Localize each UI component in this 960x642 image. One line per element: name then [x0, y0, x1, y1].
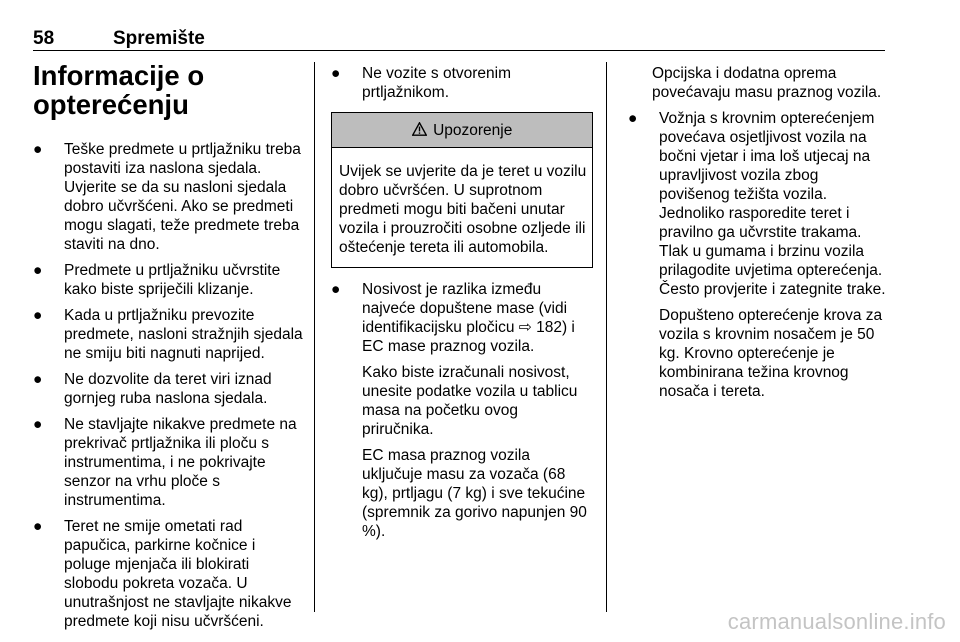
bullet-icon: ● — [33, 518, 43, 535]
section-heading-line1: Informacije o — [33, 60, 205, 91]
list-item — [331, 64, 593, 102]
roof-load-paragraph: Dopušteno opterećenje krova za vozila s krovnim nosačem je 50 kg. Krovno opterećenje je kombinirana težina krovnog nosača i tereta. — [659, 307, 883, 400]
list-item — [33, 140, 305, 254]
payload-paragraph-1: Kako biste izračunali nosivost, unesite podatke vozila u tablicu masa na početku ovog priručnika. — [362, 364, 578, 438]
bullet-icon: ● — [33, 371, 43, 388]
section-heading — [33, 62, 305, 119]
column-1 — [33, 62, 305, 638]
page-reference-arrow-icon: ⇨ — [518, 319, 532, 336]
payload-paragraph-2: EC masa praznog vozila uključuje masu za vozača (68 kg), prtljagu (7 kg) i sve tekućine (spremnik za gorivo napunjen 90 %). — [362, 447, 587, 540]
list-item — [33, 415, 305, 510]
bullet-icon: ● — [33, 262, 43, 279]
intro-paragraph: Opcijska i dodatna oprema povećavaju masu praznog vozila. — [652, 65, 882, 101]
bullet-icon: ● — [331, 281, 341, 298]
bullet-icon: ● — [33, 141, 43, 158]
chapter-title: Spremište — [113, 28, 205, 49]
page-header — [33, 28, 885, 51]
list-item-text: Vožnja s krovnim opterećenjem povećava osjetljivost vozila na bočni vjetar i ima loš utjecaj na upravljivost vozila zbog povišenog težišta vozila. Jednoliko rasporedite teret i pravilno ga učvrstite trakama. Tlak u gumama i brzinu vozila prilagodite uvjetima opterećenja. Često provjerite i zategnite trake. — [659, 110, 886, 298]
list-item — [33, 306, 305, 363]
payload-text-after: 182) i EC mase praznog vozila. — [362, 319, 575, 355]
page-number: 58 — [33, 28, 55, 49]
column-2 — [331, 64, 593, 548]
list-item-text: Ne stavljajte nikakve predmete na prekrivač prtljažnika ili ploču s instrumentima, i ne pokrivajte senzor na vrhu ploče s instrumentima. — [64, 416, 297, 509]
list-item-text: Kada u prtljažniku prevozite predmete, nasloni stražnjih sjedala ne smiju biti nagnuti naprijed. — [64, 307, 303, 362]
payload-text-before: Nosivost je razlika između najveće dopuštene mase (vidi identifikacijsku pločicu — [362, 281, 568, 336]
column-3 — [628, 64, 890, 408]
list-item — [33, 517, 305, 631]
bullet-icon: ● — [33, 416, 43, 433]
list-item-text: Teške predmete u prtljažniku treba postaviti iza naslona sjedala. Uvjerite se da su nasloni sjedala dobro učvršćeni. Ako se predmeti mogu slagati, teže predmete treba staviti na dno. — [64, 141, 301, 253]
bullet-icon: ● — [33, 307, 43, 324]
list-item — [33, 261, 305, 299]
column-divider-2 — [606, 62, 607, 612]
warning-box — [331, 112, 593, 268]
list-item — [33, 370, 305, 408]
warning-text: Uvijek se uvjerite da je teret u vozilu dobro učvršćen. U suprotnom predmeti mogu biti bačeni unutar vozila i prouzročiti osobne ozljede ili oštećenje tereta ili automobila. — [339, 163, 587, 256]
list-item — [331, 280, 593, 356]
list-item — [628, 109, 890, 299]
list-item-text: Predmete u prtljažniku učvrstite kako biste spriječili klizanje. — [64, 262, 281, 298]
warning-header — [332, 113, 592, 148]
list-item-text: Teret ne smije ometati rad papučica, parkirne kočnice i poluge mjenjača ili blokirati slobodu pokreta vozača. U unutrašnjost ne stavljajte nikakve predmete koji nisu učvršćeni. — [64, 518, 292, 630]
column-divider-1 — [314, 62, 315, 612]
section-heading-line2: opterećenju — [33, 88, 189, 120]
list-item-text: Ne vozite s otvorenim prtljažnikom. — [362, 65, 512, 101]
bullet-icon: ● — [628, 110, 638, 127]
bullet-icon: ● — [331, 65, 341, 82]
list-item-text: Ne dozvolite da teret viri iznad gornjeg ruba naslona sjedala. — [64, 371, 272, 407]
warning-label: Upozorenje — [433, 122, 513, 139]
warning-triangle-icon — [412, 122, 431, 139]
watermark: carmanualsonline.info — [727, 609, 946, 634]
